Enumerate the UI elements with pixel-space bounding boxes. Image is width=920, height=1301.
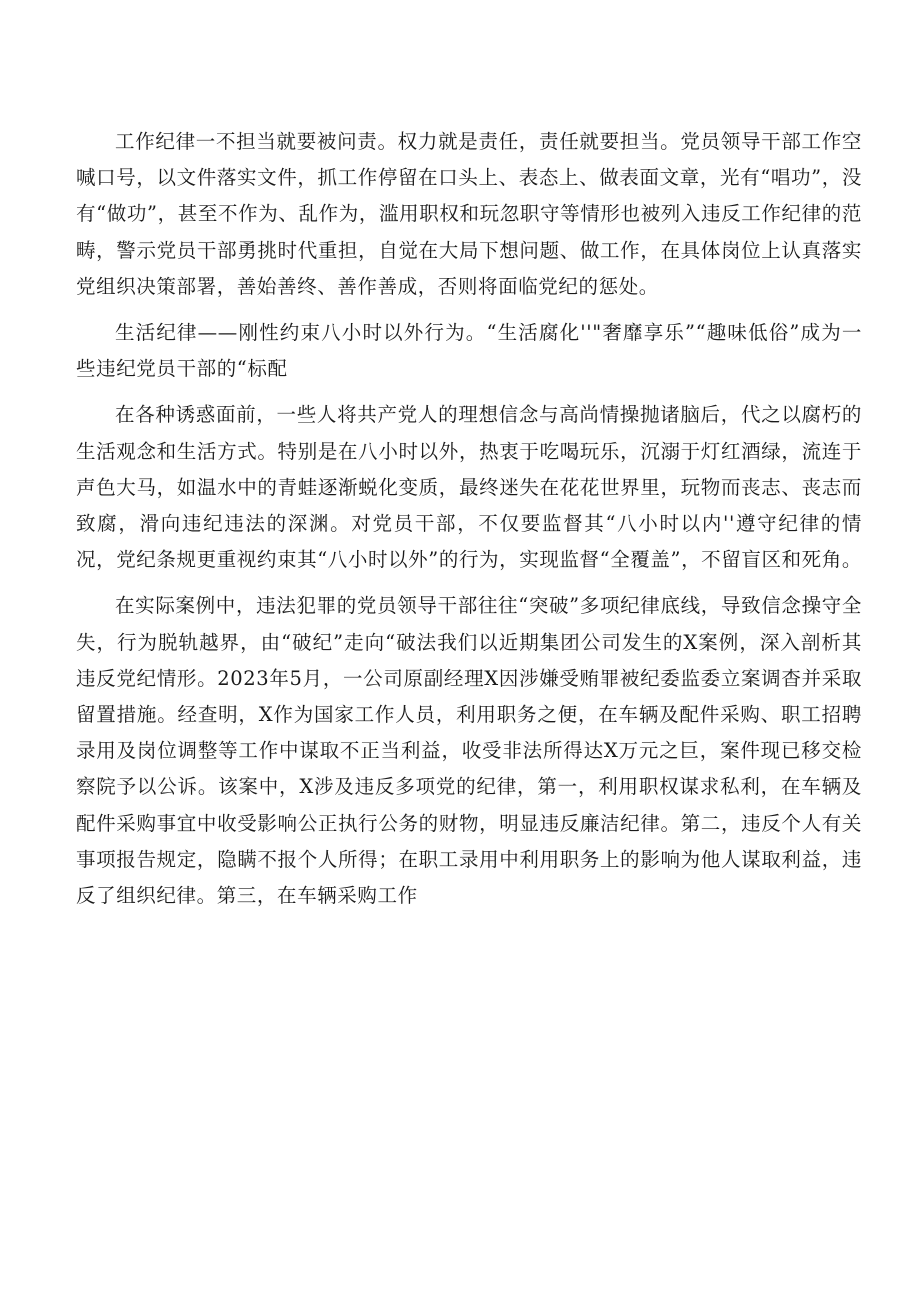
paragraph-case-analysis: 在实际案例中，违法犯罪的党员领导干部往往“突破”多项纪律底线，导致信念操守全失，行为脱轨越界，由“破纪”走向“破法我们以近期集团公司发生的X案例，深入剖析其违反党纪情形。2023年5月，一公司原副经理X因涉嫌受贿罪被纪委监委立案调杳并采取留置措施。经查明，X作为国家工作人员，利用职务之便，在车辆及配件采购、职工招聘录用及岗位调整等工作中谋取不正当利益，收受非法所得达X万元之巨，案件现已移交检察院予以公诉。该案中，X涉及违反多项党的纪律，第一，利用职权谋求私利，在车辆及配件采购事宜中收受影响公正执行公务的财物，明显违反廉洁纪律。第二，违反个人有关事项报告规定，隐瞒不报个人所得；在职工录用中利用职务上的影响为他人谋取利益，违反了组织纪律。第三，在车辆采购工作: [76, 594, 862, 908]
paragraph-work-discipline: 工作纪律一不担当就要被问责。权力就是责任，责任就要担当。党员领导干部工作空喊口号，以文件落实文件，抓工作停留在口头上、表态上、做表面文章，光有“唱功”，没有“做功”，甚至不作为、乱作为，滥用职权和玩忽职守等情形也被列入违反工作纪律的范畴，警示党员干部勇挑时代重担，自觉在大局下想问题、做工作，在具体岗位上认真落实党组织决策部署，善始善终、善作善成，否则将面临党纪的惩处。: [76, 130, 862, 298]
paragraph-temptations: 在各种诱惑面前，一些人将共产党人的理想信念与高尚情操抛诸脑后，代之以腐朽的生活观念和生活方式。特别是在八小时以外，热衷于吃喝玩乐，沉溺于灯红酒绿，流连于声色大马，如温水中的青蛙逐渐蜕化变质，最终迷失在花花世界里，玩物而丧志、丧志而致腐，滑向违纪违法的深渊。对党员干部，不仅要监督其“八小时以内''遵守纪律的情况，党纪条规更重视约束其“八小时以外”的行为，实现监督“全覆盖”，不留盲区和死角。: [76, 403, 862, 572]
paragraph-life-discipline: 生活纪律——刚性约束八小时以外行为。“生活腐化''"奢靡享乐”“趣味低俗”成为一些违纪党员干部的“标配: [76, 321, 862, 381]
